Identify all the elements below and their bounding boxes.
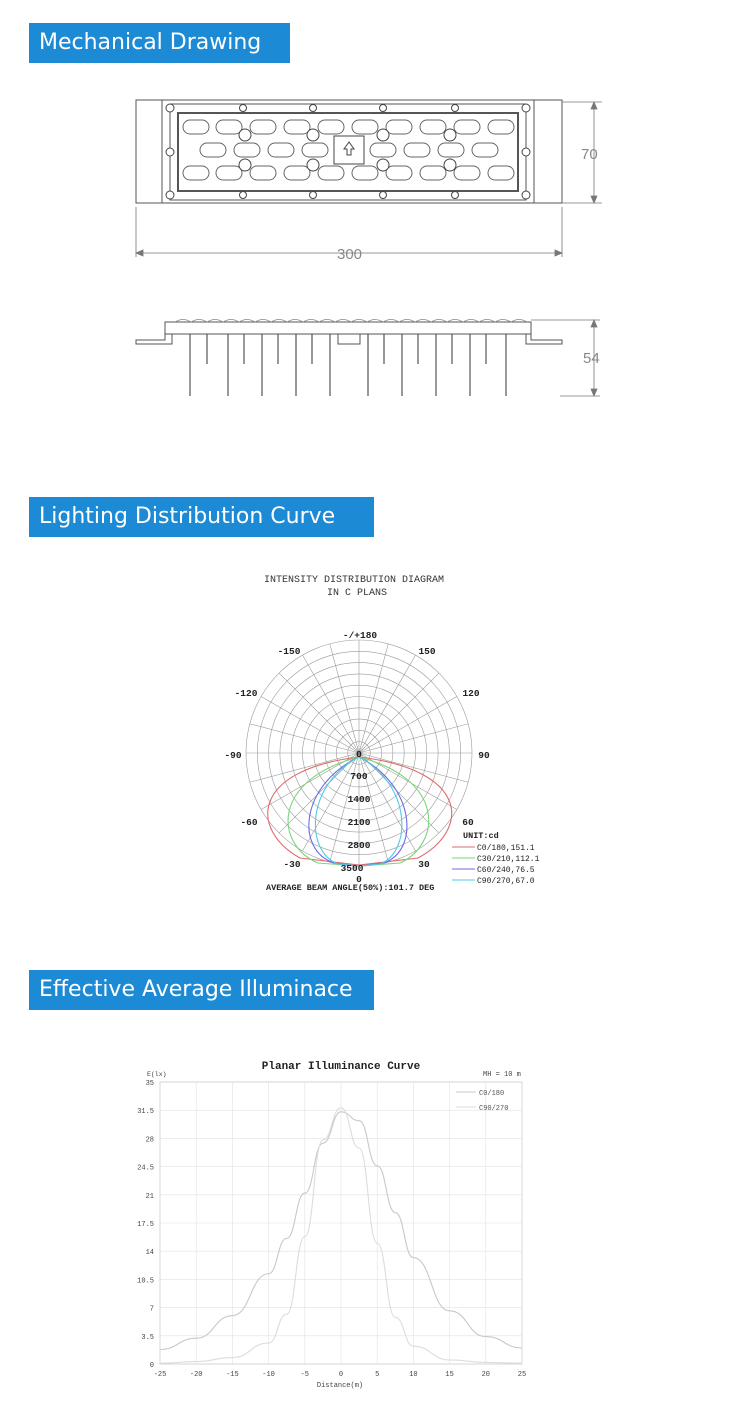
x-tick-label: 0: [338, 1371, 344, 1379]
angle-label-m90: -90: [224, 750, 242, 761]
mechanical-top-view: [0, 95, 750, 265]
bottom-zero-label: 0: [356, 874, 362, 885]
center-zero-label: 0: [356, 749, 362, 760]
x-tick-label: -25: [153, 1371, 167, 1379]
angle-label-m60: -60: [240, 817, 258, 828]
angle-label-m150: -150: [277, 646, 301, 657]
y-tick-label: 14: [145, 1249, 154, 1258]
polar-spoke: [359, 655, 416, 753]
x-axis-label: Distance(m): [316, 1382, 364, 1390]
polar-spoke: [261, 697, 359, 754]
legend-label-c0: C0/180,151.1: [477, 844, 535, 853]
x-tick-label: -5: [300, 1371, 310, 1379]
radial-label-2100: 2100: [347, 817, 371, 828]
x-tick-label: -20: [189, 1371, 203, 1379]
section-title-illuminance: Effective Average Illuminace: [29, 970, 374, 1010]
x-tick-label: 5: [375, 1371, 380, 1379]
legend-label-c30: C30/210,112.1: [477, 855, 540, 864]
planar-illuminance-chart: [0, 1050, 750, 1395]
radial-label-700: 700: [350, 771, 368, 782]
legend-label-series-1: C90/270: [479, 1105, 509, 1113]
angle-label-m30: -30: [283, 859, 301, 870]
x-tick-label: -15: [226, 1371, 239, 1379]
polar-spoke: [250, 724, 359, 753]
polar-spoke: [330, 644, 359, 753]
polar-legend: [452, 844, 540, 886]
y-tick-label: 21: [145, 1192, 154, 1201]
polar-spoke: [359, 644, 388, 753]
section-title-lighting: Lighting Distribution Curve: [29, 497, 374, 537]
polar-spoke: [359, 724, 468, 753]
y-tick-label: 24.5: [137, 1164, 154, 1173]
connector-block: [334, 136, 364, 164]
unit-label: UNIT:cd: [463, 831, 499, 841]
x-tick-label: 20: [481, 1371, 491, 1379]
y-tick-label: 0: [149, 1362, 154, 1370]
x-tick-label: 15: [445, 1371, 454, 1379]
mechanical-side-view: [0, 312, 750, 402]
section-title-mechanical: Mechanical Drawing: [29, 23, 290, 63]
polar-title-line1: INTENSITY DISTRIBUTION DIAGRAM: [263, 575, 445, 586]
radial-label-2800: 2800: [347, 840, 371, 851]
dim-depth-label: 54: [583, 350, 600, 367]
polar-title-line2: IN C PLANS: [326, 588, 388, 599]
dim-width-label: 300: [337, 246, 363, 263]
legend-label-series-0: C0/180: [479, 1090, 505, 1098]
y-tick-label: 3.5: [141, 1333, 154, 1342]
radial-label-1400: 1400: [347, 794, 371, 805]
x-tick-label: -10: [262, 1371, 275, 1379]
y-axis-label: E(lx): [147, 1071, 167, 1078]
legend-label-c90: C90/270,67.0: [477, 877, 535, 886]
polar-spoke: [359, 697, 457, 754]
chart-legend: [456, 1090, 508, 1113]
polar-spoke: [303, 655, 360, 753]
chart-grid: [160, 1082, 522, 1364]
y-tick-label: 17.5: [137, 1221, 154, 1229]
y-tick-label: 7: [149, 1305, 154, 1314]
polar-spoke: [359, 673, 439, 753]
x-tick-label: 10: [409, 1371, 418, 1379]
angle-label-120: 120: [462, 688, 480, 699]
y-tick-label: 35: [145, 1080, 154, 1088]
polar-intensity-diagram: [0, 560, 750, 900]
y-tick-label: 31.5: [137, 1108, 154, 1117]
polar-spoke: [279, 673, 359, 753]
angle-label-150: 150: [418, 646, 436, 657]
angle-label-top: -/+180: [342, 630, 378, 641]
angle-label-90: 90: [478, 750, 490, 761]
dim-height-label: 70: [581, 146, 598, 163]
y-tick-label: 10.5: [137, 1277, 154, 1286]
angle-label-60: 60: [462, 817, 474, 828]
beam-angle-text: AVERAGE BEAM ANGLE(50%):101.7 DEG: [266, 883, 435, 893]
angle-label-m120: -120: [234, 688, 258, 699]
angle-label-30: 30: [418, 859, 430, 870]
legend-label-c60: C60/240,76.5: [477, 866, 535, 875]
y-tick-label: 28: [145, 1136, 154, 1145]
x-tick-label: 25: [517, 1371, 527, 1379]
radial-label-3500: 3500: [340, 863, 364, 874]
chart-title: Planar Illuminance Curve: [261, 1061, 421, 1073]
chart-annotation: MH = 10 m: [483, 1071, 521, 1079]
